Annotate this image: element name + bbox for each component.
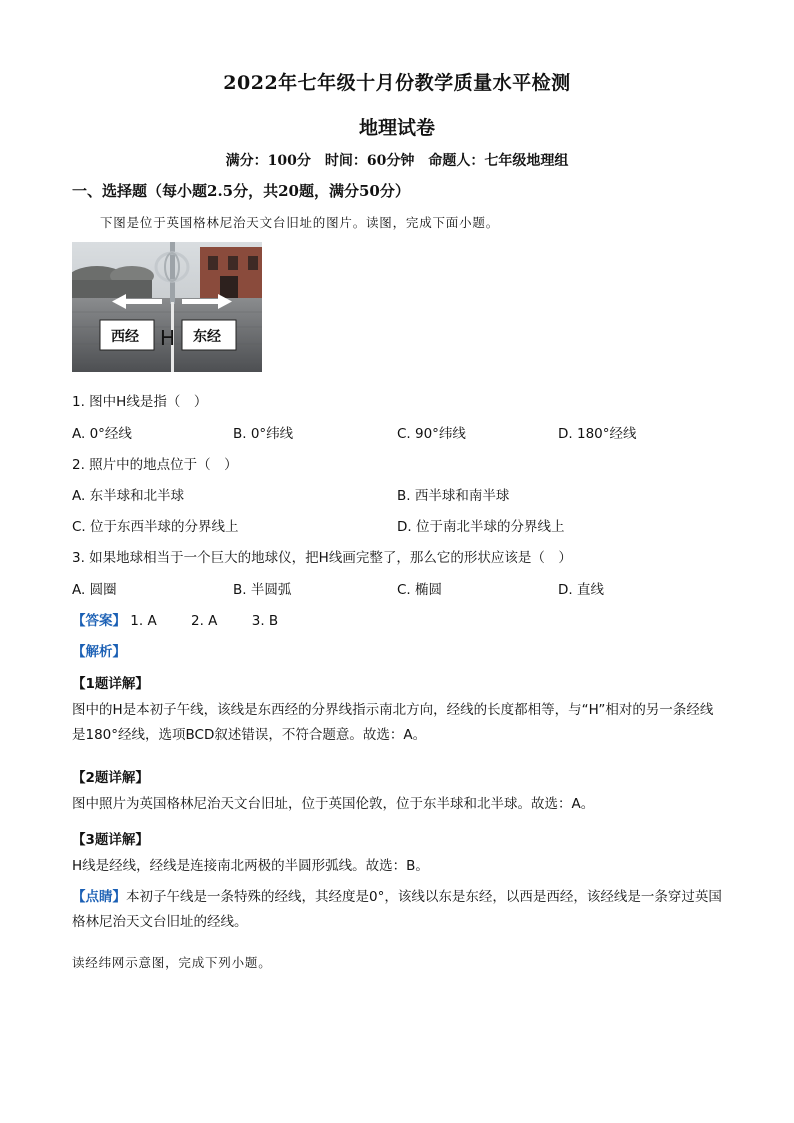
h-line-label: H: [160, 326, 176, 350]
q3-option-d: D. 直线: [558, 582, 604, 598]
q3-option-a: A. 圆圈: [72, 582, 117, 598]
q3-option-b: B. 半圆弧: [233, 582, 292, 598]
greenwich-photo: [72, 242, 262, 372]
section-intro: 下图是位于英国格林尼治天文台旧址的图片。读图，完成下面小题。: [100, 215, 500, 230]
question-1-stem: 1. 图中H线是指（ ）: [72, 394, 208, 410]
q1-option-a: A. 0°经线: [72, 426, 132, 442]
answer-3: 3. B: [251, 613, 279, 629]
q2-option-b: B. 西半球和南半球: [397, 488, 510, 504]
tip-text: 本初子午线是一条特殊的经线，其经度是0°，该线以东是东经，以西是西经，该经线是一条穿过英国格林尼治天文台旧址的经线。: [72, 889, 722, 930]
q2-option-c: C. 位于东西半球的分界线上: [72, 519, 239, 535]
page-title: 2022年七年级十月份教学质量水平检测: [223, 72, 571, 94]
q1-option-b: B. 0°纬线: [233, 426, 294, 442]
next-question-intro: 读经纬网示意图，完成下列小题。: [72, 955, 272, 970]
question-3-stem: 3. 如果地球相当于一个巨大的地球仪，把H线画完整了，那么它的形状应该是（ ）: [72, 550, 572, 566]
tip-paragraph: [72, 885, 722, 935]
q3-option-c: C. 椭圆: [397, 582, 443, 598]
page-subtitle: 地理试卷: [358, 117, 435, 139]
tip-tag: 【点睛】: [72, 889, 126, 905]
section-heading: 一、选择题（每小题2.5分，共20题，满分50分）: [72, 182, 410, 200]
detail-2-heading: 【2题详解】: [72, 770, 149, 786]
answer-row: [72, 609, 308, 629]
east-longitude-label: 东经: [193, 329, 221, 345]
answer-tag: 【答案】: [72, 613, 126, 629]
q1-option-c: C. 90°纬线: [397, 426, 466, 442]
detail-2-text: 图中照片为英国格林尼治天文台旧址，位于英国伦敦，位于东半球和北半球。故选：A。: [72, 796, 595, 812]
q2-option-a: A. 东半球和北半球: [72, 488, 185, 504]
detail-1-heading: 【1题详解】: [72, 676, 149, 692]
answer-2: 2. A: [191, 613, 218, 629]
detail-3-heading: 【3题详解】: [72, 832, 149, 848]
detail-3-text: H线是经线，经线是连接南北两极的半圆形弧线。故选：B。: [72, 858, 429, 874]
analysis-tag: 【解析】: [72, 644, 126, 660]
q1-option-d: D. 180°经线: [558, 426, 637, 442]
detail-1-text: 图中的H是本初子午线，该线是东西经的分界线指示南北方向，经线的长度都相等，与“H”相对的另一条经线是180°经线，选项BCD叙述错误，不符合题意。故选：A。: [72, 702, 714, 743]
west-longitude-label: 西经: [111, 329, 139, 345]
q2-option-d: D. 位于南北半球的分界线上: [397, 519, 565, 535]
question-2-stem: 2. 照片中的地点位于（ ）: [72, 457, 238, 473]
answer-1: 1. A: [130, 613, 157, 629]
exam-meta: 满分：100分 时间：60分钟 命题人：七年级地理组: [225, 153, 569, 169]
